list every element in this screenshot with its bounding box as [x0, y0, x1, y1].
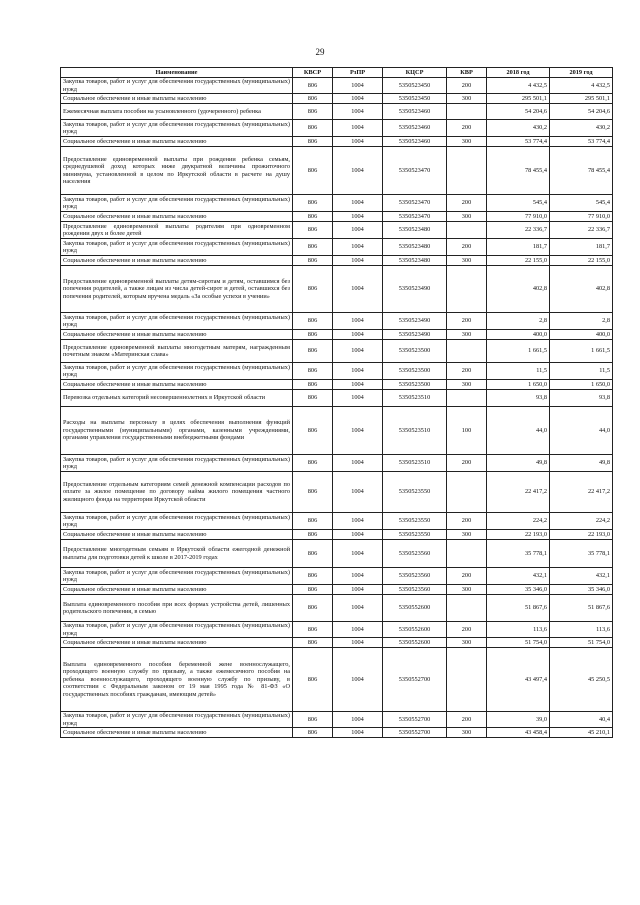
cell-2019: 51 754,0 [550, 638, 613, 648]
cell-kvsr: 806 [293, 340, 333, 363]
cell-rzpr: 1004 [333, 147, 383, 195]
cell-kcsr: 5350523450 [383, 78, 447, 94]
cell-2018: 545,4 [487, 195, 550, 212]
cell-kvr: 300 [447, 212, 487, 222]
cell-kvr [447, 648, 487, 712]
cell-kcsr: 5350552700 [383, 712, 447, 728]
cell-2018: 43 458,4 [487, 728, 550, 738]
cell-kvsr: 806 [293, 195, 333, 212]
cell-name: Закупка товаров, работ и услуг для обеспечения государственных (муниципальных) нужд [61, 712, 293, 728]
cell-kvsr: 806 [293, 472, 333, 513]
cell-kvsr: 806 [293, 380, 333, 390]
cell-2018: 22 193,0 [487, 530, 550, 540]
cell-2019: 1 650,0 [550, 380, 613, 390]
cell-2019: 78 455,4 [550, 147, 613, 195]
cell-kcsr: 5350523550 [383, 472, 447, 513]
table-row [61, 239, 613, 256]
cell-2018: 78 455,4 [487, 147, 550, 195]
cell-kcsr: 5350552600 [383, 622, 447, 638]
cell-name: Закупка товаров, работ и услуг для обеспечения государственных (муниципальных) нужд [61, 239, 293, 256]
cell-rzpr: 1004 [333, 622, 383, 638]
table-row [61, 330, 613, 340]
cell-2018: 181,7 [487, 239, 550, 256]
table-row [61, 340, 613, 363]
cell-kvsr: 806 [293, 638, 333, 648]
cell-name: Социальное обеспечение и иные выплаты населению [61, 212, 293, 222]
cell-name: Перевозка отдельных категорий несовершеннолетних в Иркутской области [61, 390, 293, 407]
cell-rzpr: 1004 [333, 363, 383, 380]
table-row [61, 212, 613, 222]
cell-kvsr: 806 [293, 94, 333, 104]
cell-name: Предоставление многодетным семьям в Иркутской области ежегодной денежной выплаты для подготовки детей к школе в 2017-2019 годах [61, 540, 293, 568]
cell-name: Закупка товаров, работ и услуг для обеспечения государственных (муниципальных) нужд [61, 455, 293, 472]
cell-rzpr: 1004 [333, 120, 383, 137]
cell-kvr [447, 104, 487, 120]
cell-2019: 44,0 [550, 407, 613, 455]
cell-kvsr: 806 [293, 728, 333, 738]
table-row [61, 595, 613, 622]
cell-kvsr: 806 [293, 313, 333, 330]
cell-2019: 45 250,5 [550, 648, 613, 712]
cell-2018: 11,5 [487, 363, 550, 380]
cell-kvr: 300 [447, 330, 487, 340]
cell-2019: 22 193,0 [550, 530, 613, 540]
cell-kvr: 300 [447, 530, 487, 540]
cell-kvsr: 806 [293, 256, 333, 266]
table-row [61, 363, 613, 380]
cell-2019: 295 501,1 [550, 94, 613, 104]
cell-2018: 2,8 [487, 313, 550, 330]
cell-2019: 54 204,6 [550, 104, 613, 120]
cell-rzpr: 1004 [333, 94, 383, 104]
cell-kcsr: 5350523510 [383, 407, 447, 455]
cell-rzpr: 1004 [333, 712, 383, 728]
cell-2019: 35 778,1 [550, 540, 613, 568]
cell-kvsr: 806 [293, 595, 333, 622]
cell-kvsr: 806 [293, 212, 333, 222]
cell-rzpr: 1004 [333, 330, 383, 340]
table-row [61, 222, 613, 239]
cell-2019: 432,1 [550, 568, 613, 585]
cell-kcsr: 5350523550 [383, 530, 447, 540]
cell-name: Расходы на выплаты персоналу в целях обеспечения выполнения функций государственными (муниципальными) органами, казенными учреждениями, органами управления государственными внебюджетными фондами [61, 407, 293, 455]
cell-kvsr: 806 [293, 585, 333, 595]
cell-2018: 35 778,1 [487, 540, 550, 568]
header-2018: 2018 год [487, 68, 550, 78]
cell-name: Закупка товаров, работ и услуг для обеспечения государственных (муниципальных) нужд [61, 313, 293, 330]
cell-rzpr: 1004 [333, 513, 383, 530]
table-row [61, 712, 613, 728]
cell-2019: 77 910,0 [550, 212, 613, 222]
cell-rzpr: 1004 [333, 104, 383, 120]
cell-kvr [447, 266, 487, 313]
cell-rzpr: 1004 [333, 137, 383, 147]
cell-name: Предоставление единовременной выплаты многодетным матерям, награжденным почетным знаком «Материнская слава» [61, 340, 293, 363]
cell-rzpr: 1004 [333, 638, 383, 648]
cell-name: Выплата единовременного пособия беременной жене военнослужащего, проходящего военную службу по призыву, а также ежемесячного пособия на ребенка военнослужащего, проходящего военную службу по призыву, в соответствии с Федеральным законом от 19 мая 1995 года № 81-ФЗ «О государственных пособиях гражданам, имеющим детей» [61, 648, 293, 712]
cell-kvsr: 806 [293, 455, 333, 472]
cell-name: Закупка товаров, работ и услуг для обеспечения государственных (муниципальных) нужд [61, 568, 293, 585]
table-header [61, 68, 613, 78]
cell-2018: 53 774,4 [487, 137, 550, 147]
cell-kvr: 200 [447, 622, 487, 638]
cell-rzpr: 1004 [333, 390, 383, 407]
cell-kcsr: 5350523460 [383, 104, 447, 120]
table-row [61, 390, 613, 407]
cell-kcsr: 5350523500 [383, 340, 447, 363]
header-kcsr: КЦСР [383, 68, 447, 78]
cell-name: Закупка товаров, работ и услуг для обеспечения государственных (муниципальных) нужд [61, 195, 293, 212]
cell-kcsr: 5350523470 [383, 212, 447, 222]
cell-kcsr: 5350552600 [383, 638, 447, 648]
cell-kcsr: 5350552700 [383, 728, 447, 738]
cell-2018: 93,8 [487, 390, 550, 407]
cell-name: Социальное обеспечение и иные выплаты населению [61, 638, 293, 648]
table-body [61, 78, 613, 738]
cell-kvr: 300 [447, 256, 487, 266]
cell-name: Социальное обеспечение и иные выплаты населению [61, 256, 293, 266]
table-row [61, 622, 613, 638]
cell-name: Закупка товаров, работ и услуг для обеспечения государственных (муниципальных) нужд [61, 78, 293, 94]
cell-2018: 224,2 [487, 513, 550, 530]
table-row [61, 472, 613, 513]
cell-kcsr: 5350523460 [383, 120, 447, 137]
cell-kcsr: 5350523550 [383, 513, 447, 530]
cell-kcsr: 5350523490 [383, 330, 447, 340]
cell-kvr [447, 340, 487, 363]
cell-kcsr: 5350523470 [383, 147, 447, 195]
cell-kcsr: 5350523460 [383, 137, 447, 147]
cell-kvr: 200 [447, 78, 487, 94]
cell-kvsr: 806 [293, 137, 333, 147]
table-row [61, 380, 613, 390]
cell-kcsr: 5350523510 [383, 390, 447, 407]
cell-kvr: 200 [447, 455, 487, 472]
cell-2018: 22 336,7 [487, 222, 550, 239]
cell-kvsr: 806 [293, 222, 333, 239]
cell-2018: 51 867,6 [487, 595, 550, 622]
cell-2019: 40,4 [550, 712, 613, 728]
table-row [61, 568, 613, 585]
cell-name: Ежемесячная выплата пособия на усыновленного (удочеренного) ребенка [61, 104, 293, 120]
cell-kvr: 200 [447, 568, 487, 585]
table-row [61, 266, 613, 313]
cell-name: Предоставление отдельным категориям семей денежной компенсации расходов по оплате за жилое помещение по договору найма жилого помещения частного жилищного фонда на территории Иркутской области [61, 472, 293, 513]
cell-2019: 400,0 [550, 330, 613, 340]
cell-2018: 22 155,0 [487, 256, 550, 266]
cell-2019: 224,2 [550, 513, 613, 530]
cell-2018: 54 204,6 [487, 104, 550, 120]
cell-rzpr: 1004 [333, 728, 383, 738]
table-row [61, 638, 613, 648]
cell-2018: 44,0 [487, 407, 550, 455]
cell-kvsr: 806 [293, 147, 333, 195]
cell-2019: 22 417,2 [550, 472, 613, 513]
table-row [61, 313, 613, 330]
header-kvr: КВР [447, 68, 487, 78]
cell-2019: 545,4 [550, 195, 613, 212]
cell-kcsr: 5350523480 [383, 256, 447, 266]
cell-2019: 4 432,5 [550, 78, 613, 94]
cell-2019: 181,7 [550, 239, 613, 256]
cell-2018: 35 346,0 [487, 585, 550, 595]
cell-kvr: 200 [447, 712, 487, 728]
cell-kvr: 300 [447, 137, 487, 147]
cell-kvsr: 806 [293, 407, 333, 455]
cell-name: Выплата единовременного пособия при всех формах устройства детей, лишенных родительского попечения, в семью [61, 595, 293, 622]
cell-name: Предоставление единовременной выплаты детям-сиротам и детям, оставшимся без попечения родителей, а также лицам из числа детей-сирот и детей, оставшихся без попечения родителей, которым вручена медаль «За особые успехи в учении» [61, 266, 293, 313]
cell-rzpr: 1004 [333, 595, 383, 622]
table-row [61, 78, 613, 94]
cell-name: Закупка товаров, работ и услуг для обеспечения государственных (муниципальных) нужд [61, 363, 293, 380]
cell-kcsr: 5350523560 [383, 568, 447, 585]
cell-kvr: 300 [447, 380, 487, 390]
table-row [61, 455, 613, 472]
cell-rzpr: 1004 [333, 239, 383, 256]
table-row [61, 530, 613, 540]
cell-kvr: 200 [447, 513, 487, 530]
cell-2018: 1 650,0 [487, 380, 550, 390]
cell-kvsr: 806 [293, 120, 333, 137]
cell-2018: 430,2 [487, 120, 550, 137]
table-row [61, 648, 613, 712]
table-row [61, 513, 613, 530]
cell-2019: 35 346,0 [550, 585, 613, 595]
table-row [61, 407, 613, 455]
cell-2019: 11,5 [550, 363, 613, 380]
cell-name: Предоставление единовременной выплаты при рождении ребенка семьям, среднедушевой доход которых ниже двукратной величины прожиточного минимума, установленной в целом по Иркутской области в расчете на душу населения [61, 147, 293, 195]
cell-rzpr: 1004 [333, 212, 383, 222]
header-row [61, 68, 613, 78]
cell-2018: 402,8 [487, 266, 550, 313]
cell-2019: 49,8 [550, 455, 613, 472]
cell-kvr: 300 [447, 94, 487, 104]
cell-kvsr: 806 [293, 266, 333, 313]
cell-name: Закупка товаров, работ и услуг для обеспечения государственных (муниципальных) нужд [61, 622, 293, 638]
cell-kvsr: 806 [293, 568, 333, 585]
cell-kvsr: 806 [293, 530, 333, 540]
cell-kcsr: 5350523560 [383, 540, 447, 568]
header-2019: 2019 год [550, 68, 613, 78]
cell-kcsr: 5350523470 [383, 195, 447, 212]
header-rzpr: РзПР [333, 68, 383, 78]
cell-2019: 22 155,0 [550, 256, 613, 266]
cell-rzpr: 1004 [333, 222, 383, 239]
cell-kvsr: 806 [293, 104, 333, 120]
cell-name: Закупка товаров, работ и услуг для обеспечения государственных (муниципальных) нужд [61, 120, 293, 137]
cell-2019: 51 867,6 [550, 595, 613, 622]
cell-2018: 113,6 [487, 622, 550, 638]
cell-kvr: 200 [447, 313, 487, 330]
cell-rzpr: 1004 [333, 407, 383, 455]
cell-kcsr: 5350552700 [383, 648, 447, 712]
cell-2019: 1 661,5 [550, 340, 613, 363]
cell-kvr [447, 540, 487, 568]
cell-kcsr: 5350552600 [383, 595, 447, 622]
cell-rzpr: 1004 [333, 78, 383, 94]
cell-rzpr: 1004 [333, 530, 383, 540]
cell-rzpr: 1004 [333, 540, 383, 568]
cell-kvr: 300 [447, 638, 487, 648]
cell-name: Социальное обеспечение и иные выплаты населению [61, 380, 293, 390]
cell-kvsr: 806 [293, 513, 333, 530]
cell-kcsr: 5350523480 [383, 239, 447, 256]
cell-kvr [447, 472, 487, 513]
cell-2018: 22 417,2 [487, 472, 550, 513]
cell-rzpr: 1004 [333, 568, 383, 585]
cell-2018: 39,0 [487, 712, 550, 728]
cell-kvr [447, 595, 487, 622]
cell-kcsr: 5350523490 [383, 266, 447, 313]
cell-2018: 4 432,5 [487, 78, 550, 94]
table-row [61, 120, 613, 137]
budget-table [60, 67, 613, 738]
cell-kcsr: 5350523500 [383, 363, 447, 380]
cell-rzpr: 1004 [333, 455, 383, 472]
cell-name: Социальное обеспечение и иные выплаты населению [61, 530, 293, 540]
cell-kcsr: 5350523450 [383, 94, 447, 104]
cell-kvr: 200 [447, 195, 487, 212]
cell-kvsr: 806 [293, 540, 333, 568]
cell-kvr: 200 [447, 120, 487, 137]
table-row [61, 195, 613, 212]
cell-2018: 49,8 [487, 455, 550, 472]
cell-kcsr: 5350523510 [383, 455, 447, 472]
cell-rzpr: 1004 [333, 266, 383, 313]
cell-name: Социальное обеспечение и иные выплаты населению [61, 137, 293, 147]
cell-rzpr: 1004 [333, 256, 383, 266]
table-row [61, 540, 613, 568]
cell-rzpr: 1004 [333, 195, 383, 212]
table-row [61, 585, 613, 595]
cell-kvr: 100 [447, 407, 487, 455]
cell-2018: 1 661,5 [487, 340, 550, 363]
cell-name: Социальное обеспечение и иные выплаты населению [61, 728, 293, 738]
cell-kvsr: 806 [293, 363, 333, 380]
table-row [61, 104, 613, 120]
cell-kvsr: 806 [293, 239, 333, 256]
header-name: Наименование [61, 68, 293, 78]
table-row [61, 728, 613, 738]
cell-kcsr: 5350523560 [383, 585, 447, 595]
cell-2019: 45 210,1 [550, 728, 613, 738]
cell-kvr: 300 [447, 728, 487, 738]
cell-2019: 93,8 [550, 390, 613, 407]
cell-2018: 51 754,0 [487, 638, 550, 648]
cell-2019: 2,8 [550, 313, 613, 330]
cell-2019: 430,2 [550, 120, 613, 137]
cell-kvr: 200 [447, 363, 487, 380]
cell-rzpr: 1004 [333, 380, 383, 390]
cell-kvr: 300 [447, 585, 487, 595]
cell-name: Предоставление единовременной выплаты родителям при одновременном рождении двух и более детей [61, 222, 293, 239]
cell-2019: 22 336,7 [550, 222, 613, 239]
table-row [61, 147, 613, 195]
cell-kvr [447, 390, 487, 407]
cell-kvsr: 806 [293, 648, 333, 712]
cell-kvsr: 806 [293, 390, 333, 407]
cell-rzpr: 1004 [333, 340, 383, 363]
table-row [61, 137, 613, 147]
cell-kvsr: 806 [293, 712, 333, 728]
cell-kvr [447, 147, 487, 195]
cell-2018: 295 501,1 [487, 94, 550, 104]
page-number: 29 [315, 47, 325, 57]
cell-kcsr: 5350523490 [383, 313, 447, 330]
cell-2019: 53 774,4 [550, 137, 613, 147]
table-row [61, 256, 613, 266]
cell-kcsr: 5350523480 [383, 222, 447, 239]
cell-name: Социальное обеспечение и иные выплаты населению [61, 585, 293, 595]
cell-2019: 402,8 [550, 266, 613, 313]
cell-kvsr: 806 [293, 330, 333, 340]
cell-2018: 77 910,0 [487, 212, 550, 222]
cell-name: Социальное обеспечение и иные выплаты населению [61, 330, 293, 340]
cell-2018: 400,0 [487, 330, 550, 340]
cell-rzpr: 1004 [333, 472, 383, 513]
table-row [61, 94, 613, 104]
cell-kvr: 200 [447, 239, 487, 256]
cell-name: Закупка товаров, работ и услуг для обеспечения государственных (муниципальных) нужд [61, 513, 293, 530]
cell-2018: 43 497,4 [487, 648, 550, 712]
cell-kvr [447, 222, 487, 239]
cell-rzpr: 1004 [333, 313, 383, 330]
cell-rzpr: 1004 [333, 648, 383, 712]
header-kvsr: КВСР [293, 68, 333, 78]
cell-name: Социальное обеспечение и иные выплаты населению [61, 94, 293, 104]
cell-2018: 432,1 [487, 568, 550, 585]
cell-2019: 113,6 [550, 622, 613, 638]
cell-kvsr: 806 [293, 622, 333, 638]
cell-kcsr: 5350523500 [383, 380, 447, 390]
cell-kvsr: 806 [293, 78, 333, 94]
cell-rzpr: 1004 [333, 585, 383, 595]
